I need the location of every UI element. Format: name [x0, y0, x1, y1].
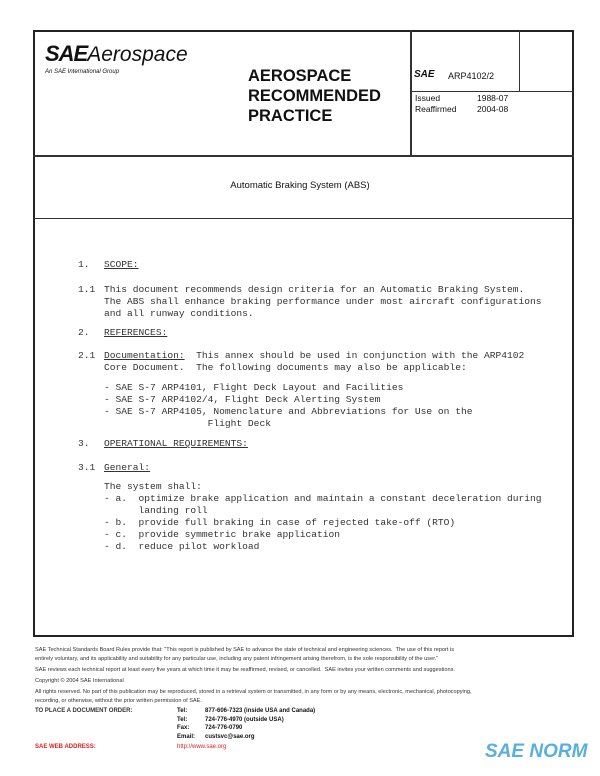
- line-text: - c. provide symmetric brake application: [104, 529, 341, 540]
- section-number: 1.: [78, 259, 90, 270]
- body-line: [104, 382, 403, 393]
- section-number: 2.: [78, 327, 90, 338]
- contact-line: [177, 734, 255, 741]
- copyright: Copyright © 2004 SAE International: [35, 678, 124, 684]
- body-line: [104, 394, 380, 405]
- line-text: Core Document. The following documents may also be applicable:: [104, 362, 467, 373]
- order-label: TO PLACE A DOCUMENT ORDER:: [35, 708, 133, 714]
- review-text: SAE reviews each technical report at least every five years at which time it may be reaffirmed, revised, or cancelled. SAE invites your written comments and suggestions.: [35, 667, 455, 673]
- body-line: [104, 259, 139, 270]
- line-text: - d. reduce pilot workload: [104, 541, 260, 552]
- web-label: SAE WEB ADDRESS:: [35, 744, 96, 750]
- line-text: This annex should be used in conjunction with the ARP4102: [184, 350, 525, 361]
- contact-label: Email:: [177, 733, 196, 740]
- body-line: [104, 284, 524, 295]
- doc-number: ARP4102/2: [448, 71, 495, 81]
- issue-dates: [415, 93, 508, 115]
- section-heading: SCOPE:: [104, 259, 139, 270]
- body-line: [104, 529, 340, 540]
- line-text: landing roll: [104, 505, 208, 516]
- divider: [519, 30, 520, 92]
- line-text: and all runway conditions.: [104, 308, 254, 319]
- line-text: The ABS shall enhance braking performance under most aircraft configurations: [104, 296, 542, 307]
- line-text: - SAE S-7 ARP4102/4, Flight Deck Alerting System: [104, 394, 381, 405]
- sae-mark: SAE: [414, 69, 435, 80]
- section-number: 3.: [78, 438, 90, 449]
- section-heading: REFERENCES:: [104, 327, 168, 338]
- line-text: - a. optimize brake application and maintain a constant deceleration during: [104, 493, 542, 504]
- logo-aerospace: Aerospace: [87, 43, 188, 66]
- sae-aerospace-logo: [45, 42, 188, 65]
- rights-text: All rights reserved. No part of this publication may be reproduced, stored in a retrieval system or transmitted, in any form or by any means, electronic, mechanical, photocopying,: [35, 689, 472, 695]
- logo-sae: SAE: [45, 41, 88, 66]
- logo-subtitle: An SAE International Group: [45, 69, 120, 75]
- contact-label: Tel:: [177, 708, 188, 714]
- divider: [33, 155, 574, 157]
- section-heading: General:: [104, 462, 151, 473]
- section-heading: OPERATIONAL REQUIREMENTS:: [104, 438, 248, 449]
- divider: [410, 91, 574, 92]
- line-text: This document recommends design criteria for an Automatic Braking System.: [104, 284, 525, 295]
- body-line: [104, 327, 167, 338]
- body-line: [104, 517, 455, 528]
- divider: [410, 30, 412, 156]
- body-line: [104, 481, 202, 492]
- line-text: - SAE S-7 ARP4101, Flight Deck Layout and Facilities: [104, 382, 404, 393]
- body-line: [104, 505, 208, 516]
- contact-value: custsvc@sae.org: [205, 733, 255, 740]
- contact-line: [177, 725, 242, 732]
- contact-value: 724-776-0790: [205, 725, 243, 731]
- body-line: [104, 296, 542, 307]
- body-line: [104, 308, 254, 319]
- doc-type-line: PRACTICE: [248, 107, 333, 125]
- section-number: 3.1: [78, 462, 96, 473]
- issued-label: Issued: [415, 93, 441, 103]
- line-text: - SAE S-7 ARP4105, Nomenclature and Abbreviations for Use on the: [104, 406, 473, 417]
- reaffirmed-value: 2004-08: [477, 104, 509, 114]
- issued-value: 1988-07: [477, 93, 509, 103]
- section-number: 1.1: [78, 284, 96, 295]
- rights-text: recording, or otherwise, without the prior written permission of SAE.: [35, 698, 202, 704]
- body-line: [104, 493, 542, 504]
- doc-type-line: RECOMMENDED: [248, 87, 381, 105]
- body-line: [104, 541, 259, 552]
- line-text: - b. provide full braking in case of rejected take-off (RTO): [104, 517, 456, 528]
- body-line: [104, 462, 150, 473]
- line-text: The system shall:: [104, 481, 202, 492]
- contact-line: [177, 717, 284, 724]
- contact-line: [177, 708, 315, 715]
- document-title: Automatic Braking System (ABS): [230, 180, 370, 191]
- watermark-logo: SAE NORM: [485, 741, 588, 762]
- contact-value: 724-776-4970 (outside USA): [205, 716, 284, 723]
- body-line: [104, 350, 524, 361]
- rules-text: entirely voluntary, and its applicability and suitability for any particular use, including any patent infringement arising therefrom, is the sole responsibility of the user.": [35, 656, 439, 662]
- body-line: [104, 362, 467, 373]
- reaffirmed-label: Reaffirmed: [415, 104, 457, 114]
- body-line: [104, 406, 472, 417]
- section-heading: Documentation:: [104, 350, 185, 361]
- contact-value: 877-606-7323 (inside USA and Canada): [205, 708, 316, 714]
- rules-text: SAE Technical Standards Board Rules provide that: "This report is published by SAE to advance the state of technical and engineering sciences. The use of this report is: [35, 647, 455, 653]
- doc-type-line: AEROSPACE: [248, 67, 352, 85]
- divider: [33, 218, 574, 219]
- body-line: [104, 438, 248, 449]
- contact-label: Tel:: [177, 716, 188, 723]
- section-number: 2.1: [78, 350, 96, 361]
- body-line: [104, 418, 271, 429]
- contact-label: Fax:: [177, 725, 190, 731]
- web-link[interactable]: http://www.sae.org: [177, 744, 227, 750]
- doc-type: [248, 66, 381, 126]
- line-text: Flight Deck: [104, 418, 271, 429]
